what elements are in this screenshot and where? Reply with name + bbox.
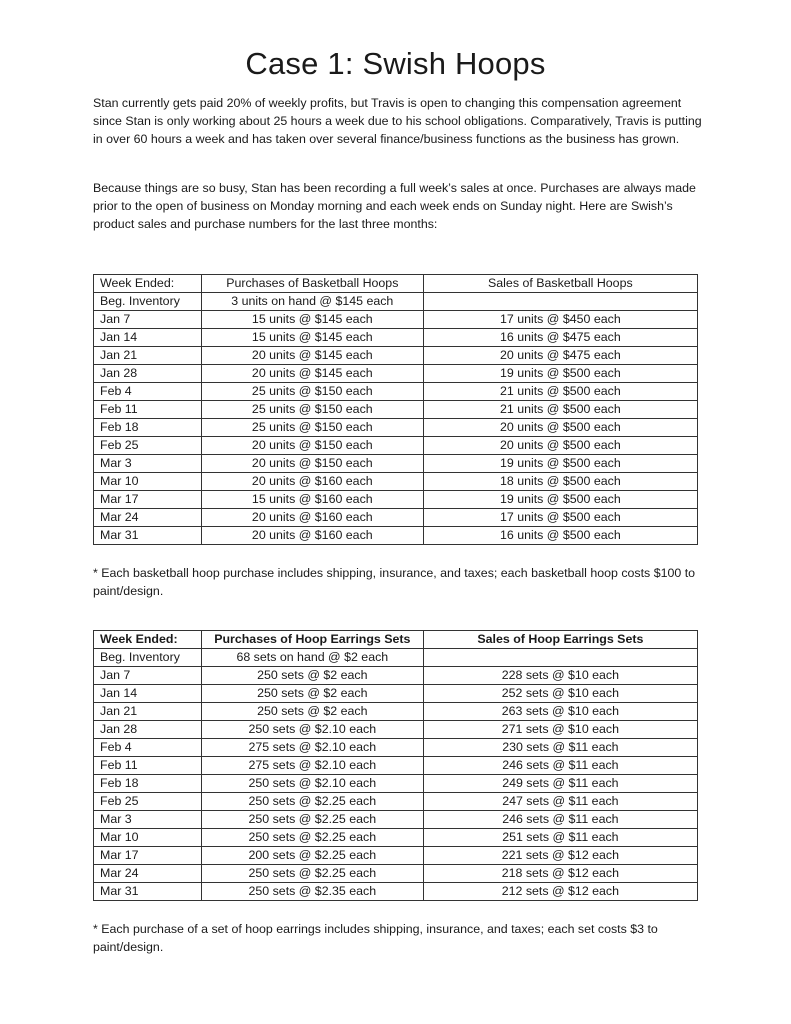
table-header-row xyxy=(94,631,698,649)
table-row xyxy=(94,455,698,473)
purchases-cell: 20 units @ $160 each xyxy=(201,527,423,545)
purchases-cell: 25 units @ $150 each xyxy=(201,401,423,419)
sales-cell: 19 units @ $500 each xyxy=(423,365,697,383)
week-cell: Jan 21 xyxy=(94,703,202,721)
sales-cell: 249 sets @ $11 each xyxy=(423,775,697,793)
week-cell: Mar 10 xyxy=(94,829,202,847)
table-row xyxy=(94,473,698,491)
sales-cell: 16 units @ $475 each xyxy=(423,329,697,347)
sales-cell xyxy=(423,293,697,311)
intro-paragraph-compensation: Stan currently gets paid 20% of weekly profits, but Travis is open to changing this compensation agreement since Stan is only working about 25 hours a week due to his school obligations. Comparatively, Travis is putting in over 60 hours a week and has taken over several finance/business functions as the business has grown. xyxy=(93,96,702,146)
sales-cell xyxy=(423,649,697,667)
sales-cell: 18 units @ $500 each xyxy=(423,473,697,491)
purchases-cell: 25 units @ $150 each xyxy=(201,419,423,437)
intro-paragraph-recording: Because things are so busy, Stan has been recording a full week’s sales at once. Purchases are always made prior to the open of business on Monday morning and each week ends on Sunday night. Here are Swish’s product sales and purchase numbers for the last three months: xyxy=(93,181,696,231)
table-row xyxy=(94,703,698,721)
purchases-cell: 20 units @ $150 each xyxy=(201,437,423,455)
column-header-purchases: Purchases of Hoop Earrings Sets xyxy=(201,631,423,649)
purchases-cell: 15 units @ $145 each xyxy=(201,311,423,329)
table-row xyxy=(94,311,698,329)
week-cell: Jan 21 xyxy=(94,347,202,365)
sales-cell: 20 units @ $475 each xyxy=(423,347,697,365)
week-cell: Jan 7 xyxy=(94,667,202,685)
table-row xyxy=(94,509,698,527)
week-cell: Mar 17 xyxy=(94,847,202,865)
week-cell: Beg. Inventory xyxy=(94,649,202,667)
sales-cell: 19 units @ $500 each xyxy=(423,455,697,473)
table-row xyxy=(94,685,698,703)
sales-cell: 251 sets @ $11 each xyxy=(423,829,697,847)
week-cell: Feb 11 xyxy=(94,757,202,775)
hoop-earrings-table xyxy=(93,630,698,901)
table-row xyxy=(94,865,698,883)
sales-cell: 16 units @ $500 each xyxy=(423,527,697,545)
purchases-cell: 250 sets @ $2.25 each xyxy=(201,793,423,811)
sales-cell: 17 units @ $500 each xyxy=(423,509,697,527)
table-row xyxy=(94,329,698,347)
sales-cell: 218 sets @ $12 each xyxy=(423,865,697,883)
sales-cell: 228 sets @ $10 each xyxy=(423,667,697,685)
purchases-cell: 250 sets @ $2.25 each xyxy=(201,829,423,847)
column-header-purchases: Purchases of Basketball Hoops xyxy=(201,275,423,293)
table-row xyxy=(94,437,698,455)
week-cell: Mar 31 xyxy=(94,527,202,545)
table-row xyxy=(94,491,698,509)
table-row xyxy=(94,793,698,811)
week-cell: Feb 25 xyxy=(94,793,202,811)
week-cell: Mar 3 xyxy=(94,455,202,473)
purchases-cell: 3 units on hand @ $145 each xyxy=(201,293,423,311)
earrings-footnote: * Each purchase of a set of hoop earrings includes shipping, insurance, and taxes; each set costs $3 to paint/design. xyxy=(93,922,658,954)
week-cell: Jan 14 xyxy=(94,329,202,347)
sales-cell: 263 sets @ $10 each xyxy=(423,703,697,721)
sales-cell: 230 sets @ $11 each xyxy=(423,739,697,757)
sales-cell: 246 sets @ $11 each xyxy=(423,757,697,775)
table-row xyxy=(94,365,698,383)
week-cell: Mar 17 xyxy=(94,491,202,509)
table-row xyxy=(94,739,698,757)
sales-cell: 21 units @ $500 each xyxy=(423,383,697,401)
purchases-cell: 20 units @ $150 each xyxy=(201,455,423,473)
purchases-cell: 20 units @ $145 each xyxy=(201,347,423,365)
table-header-row xyxy=(94,275,698,293)
column-header-sales: Sales of Hoop Earrings Sets xyxy=(423,631,697,649)
week-cell: Jan 28 xyxy=(94,721,202,739)
week-cell: Feb 18 xyxy=(94,419,202,437)
week-cell: Feb 4 xyxy=(94,739,202,757)
purchases-cell: 250 sets @ $2 each xyxy=(201,703,423,721)
sales-cell: 212 sets @ $12 each xyxy=(423,883,697,901)
sales-cell: 221 sets @ $12 each xyxy=(423,847,697,865)
purchases-cell: 250 sets @ $2.10 each xyxy=(201,775,423,793)
week-cell: Mar 31 xyxy=(94,883,202,901)
table-row xyxy=(94,829,698,847)
table-row xyxy=(94,847,698,865)
purchases-cell: 250 sets @ $2.10 each xyxy=(201,721,423,739)
sales-cell: 21 units @ $500 each xyxy=(423,401,697,419)
sales-cell: 246 sets @ $11 each xyxy=(423,811,697,829)
week-cell: Jan 7 xyxy=(94,311,202,329)
table-row xyxy=(94,883,698,901)
purchases-cell: 275 sets @ $2.10 each xyxy=(201,757,423,775)
week-cell: Mar 3 xyxy=(94,811,202,829)
purchases-cell: 250 sets @ $2.35 each xyxy=(201,883,423,901)
purchases-cell: 250 sets @ $2.25 each xyxy=(201,865,423,883)
purchases-cell: 20 units @ $145 each xyxy=(201,365,423,383)
week-cell: Feb 18 xyxy=(94,775,202,793)
purchases-cell: 15 units @ $160 each xyxy=(201,491,423,509)
table-row xyxy=(94,419,698,437)
table-row xyxy=(94,527,698,545)
week-cell: Jan 14 xyxy=(94,685,202,703)
purchases-cell: 15 units @ $145 each xyxy=(201,329,423,347)
week-cell: Feb 4 xyxy=(94,383,202,401)
purchases-cell: 25 units @ $150 each xyxy=(201,383,423,401)
sales-cell: 247 sets @ $11 each xyxy=(423,793,697,811)
purchases-cell: 20 units @ $160 each xyxy=(201,509,423,527)
table-row xyxy=(94,775,698,793)
table-row xyxy=(94,721,698,739)
sales-cell: 271 sets @ $10 each xyxy=(423,721,697,739)
table-row xyxy=(94,649,698,667)
sales-cell: 20 units @ $500 each xyxy=(423,437,697,455)
table-row xyxy=(94,811,698,829)
basketball-hoops-table xyxy=(93,274,698,545)
table-row xyxy=(94,401,698,419)
week-cell: Beg. Inventory xyxy=(94,293,202,311)
purchases-cell: 275 sets @ $2.10 each xyxy=(201,739,423,757)
week-cell: Mar 24 xyxy=(94,865,202,883)
purchases-cell: 200 sets @ $2.25 each xyxy=(201,847,423,865)
purchases-cell: 20 units @ $160 each xyxy=(201,473,423,491)
page-title: Case 1: Swish Hoops xyxy=(245,46,546,81)
week-cell: Jan 28 xyxy=(94,365,202,383)
sales-cell: 20 units @ $500 each xyxy=(423,419,697,437)
sales-cell: 19 units @ $500 each xyxy=(423,491,697,509)
table-row xyxy=(94,757,698,775)
week-cell: Mar 24 xyxy=(94,509,202,527)
sales-cell: 17 units @ $450 each xyxy=(423,311,697,329)
hoops-footnote: * Each basketball hoop purchase includes shipping, insurance, and taxes; each basketball hoop costs $100 to paint/design. xyxy=(93,566,696,598)
purchases-cell: 250 sets @ $2.25 each xyxy=(201,811,423,829)
table-row xyxy=(94,293,698,311)
week-cell: Feb 11 xyxy=(94,401,202,419)
purchases-cell: 68 sets on hand @ $2 each xyxy=(201,649,423,667)
week-cell: Mar 10 xyxy=(94,473,202,491)
purchases-cell: 250 sets @ $2 each xyxy=(201,685,423,703)
column-header-sales: Sales of Basketball Hoops xyxy=(423,275,697,293)
column-header-week: Week Ended: xyxy=(94,275,202,293)
week-cell: Feb 25 xyxy=(94,437,202,455)
table-row xyxy=(94,347,698,365)
column-header-week: Week Ended: xyxy=(94,631,202,649)
table-row xyxy=(94,667,698,685)
purchases-cell: 250 sets @ $2 each xyxy=(201,667,423,685)
table-row xyxy=(94,383,698,401)
sales-cell: 252 sets @ $10 each xyxy=(423,685,697,703)
